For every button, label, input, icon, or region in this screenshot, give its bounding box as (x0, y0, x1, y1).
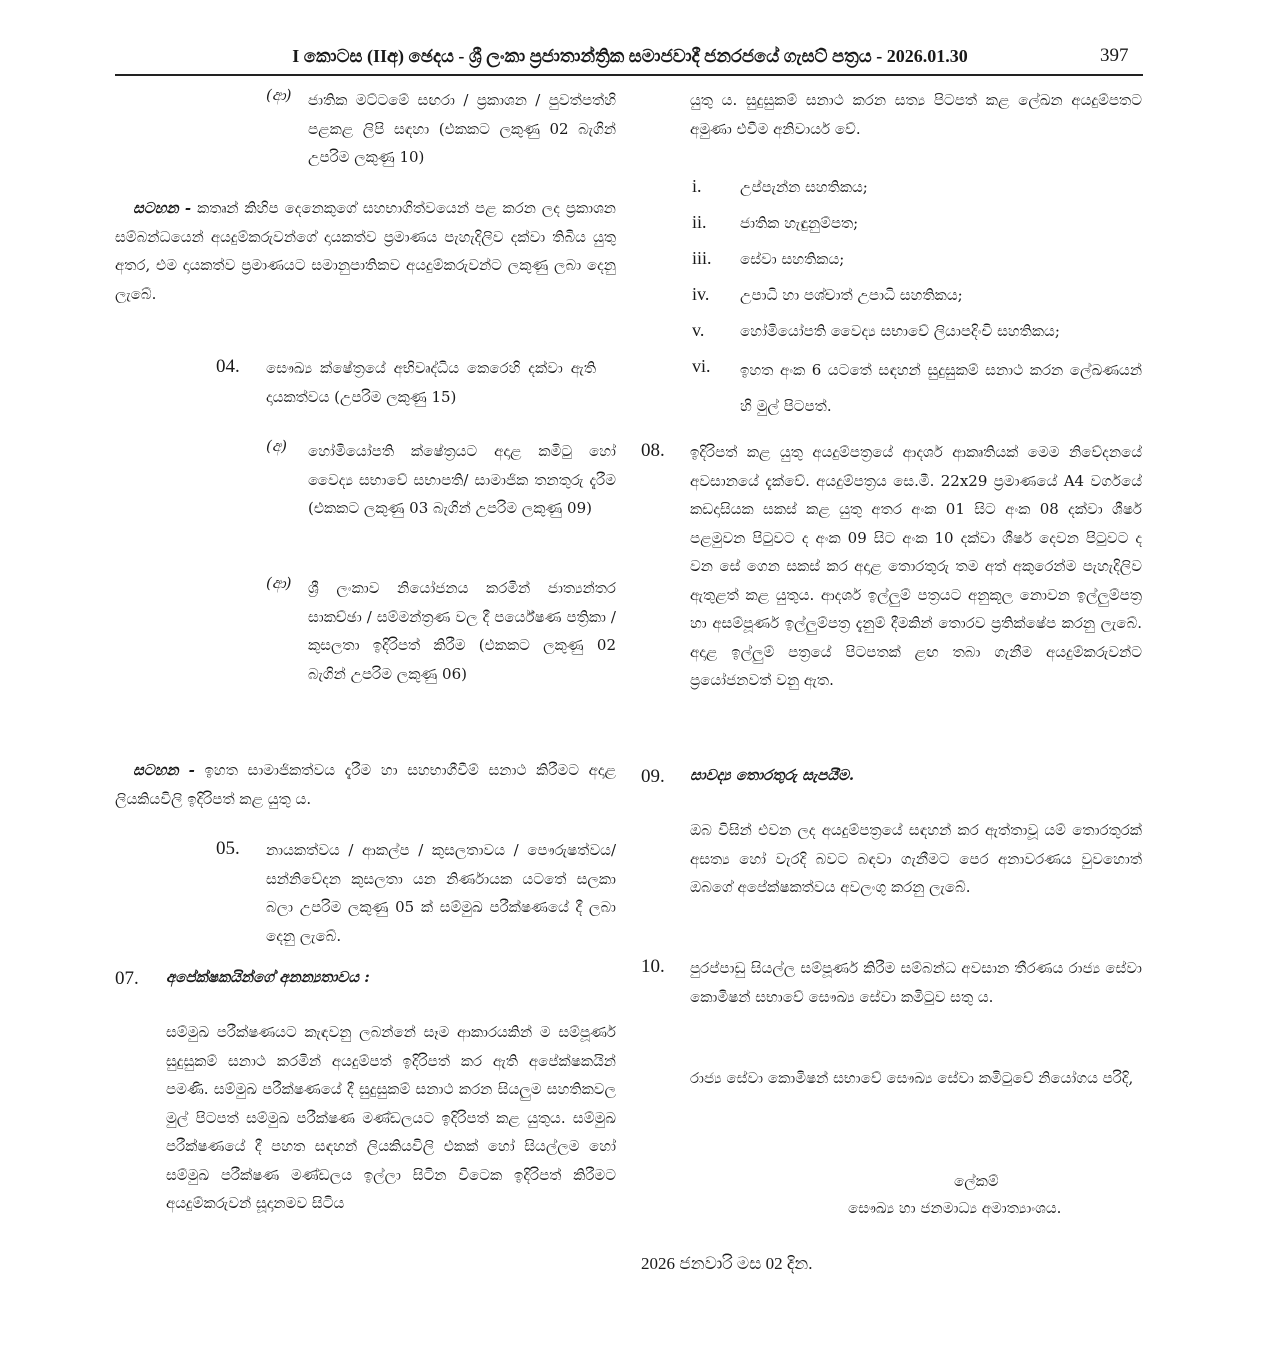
list-marker: i. (692, 176, 702, 196)
sub-item-text: ජාතික මට්ටමේ සඟරා / ප්‍රකාශන / පුවත්පත්හි පළකළ ලිපි සඳහා (එකකට ලකුණු 02 බැගින් උපරිම ලකුණු 10) (308, 91, 616, 166)
section-heading: සාවද්‍ය තොරතුරු සැපයීම. (690, 766, 855, 784)
header-rule (115, 74, 1143, 76)
signature-ministry: සෞඛ්‍ය හා ජනමාධ්‍ය අමාත්‍යාංශය. (848, 1199, 1062, 1217)
continued-paragraph: යුතු ය. සුදුසුකම් සනාථ කරන සත්‍ය පිටපත් කළ ලේඛන අයදුම්පතට අමුණා එවීම අනිවාර්ය වේ. (690, 91, 1142, 138)
date-line: 2026 ජනවාරි මස 02 දින. (641, 1254, 813, 1273)
sub-item-marker: (ආ) (266, 86, 292, 104)
sub-item-marker: (අ) (266, 437, 287, 455)
signature-title: ලේකම් (954, 1172, 999, 1190)
list-marker: iii. (692, 248, 712, 268)
list-marker: iv. (692, 284, 710, 304)
sub-item-marker: (ආ) (266, 574, 292, 592)
section-paragraph: සම්මුඛ පරීක්ෂණයට කැඳවනු ලබන්නේ සෑම ආකාරයකින් ම සම්පූර්ණ සුදුසුකම් සනාථ කරමින් අයදුම්පත් ඉදිරිපත් කර ඇති අපේක්ෂකයින් පමණි. සම්මුඛ පරීක්ෂණයේ දී සුදුසුකම් සනාථ කරන සියලුම සහතිකවල මුල් පිටපත් සම්මුඛ පරීක්ෂණ මණ්ඩලයට ඉදිරිපත් කළ යුතුය. සම්මුඛ පරීක්ෂණයේ දී පහත සඳහන් ලියකියවිලි එකක් හෝ සියල්ලම හෝ සම්මුඛ පරීක්ෂණ මණ්ඩලය ඉල්ලා සිටින විටෙක ඉදිරිපත් කිරීමට අයදුම්කරුවන් සූදානමව සිටිය (166, 1023, 616, 1212)
list-item: සේවා සහතිකය; (740, 250, 845, 268)
page-number: 397 (1100, 45, 1129, 66)
list-item: උප්පැන්න සහතිකය; (740, 178, 868, 196)
item-number: 09. (641, 766, 665, 787)
list-item: හෝමියෝපති වෛද්‍ය සභාවේ ලියාපදිංචි සහතිකය; (740, 322, 1060, 340)
list-item: උපාධි හා පශ්චාත් උපාධි සහතිකය; (740, 286, 963, 304)
item-text: නායකත්වය / ආකල්ප / කුසලතාවය / පෞරුෂත්වය/ සන්නිවේදන කුසලතා යන නිර්ණායක යටතේ සලකා බලා උපරිම ලකුණු 05 ක් සම්මුඛ පරීක්ෂණයේ දී ලබා දෙනු ලැබේ. (266, 841, 616, 945)
note-paragraph (115, 756, 616, 813)
item-number: 07. (115, 968, 139, 989)
item-number: 05. (216, 838, 240, 859)
item-number: 10. (641, 956, 665, 977)
item-text: සෞඛ්‍ය ක්ෂේත්‍රයේ අභිවෘද්ධිය කෙරෙහි දක්වා ඇති දායකත්වය (උපරිම ලකුණු 15) (266, 359, 596, 406)
item-text: ඔබ විසින් එවන ලද අයදුම්පත්‍රයේ සඳහන් කර ඇත්තාවූ යම් තොරතුරක් අසත්‍ය හෝ වැරදි බවට බඳවා ගැනීමට පෙර අනාවරණය වුවහොත් ඔබගේ අපේක්ෂකත්වය අවලංගු කරනු ලැබේ. (690, 821, 1142, 896)
note-paragraph (115, 194, 616, 308)
sub-item-text: ශ්‍රී ලංකාව නියෝජනය කරමින් ජාත්‍යන්තර සාකච්ඡා / සම්මන්ත්‍රණ වල දී පර්යේෂණ පත්‍රිකා / කුසලතා ඉදිරිපත් කිරීම (එකකට ලකුණු 02 බැගින් උපරිම ලකුණු 06) (308, 579, 616, 683)
list-marker: ii. (692, 212, 707, 232)
order-line: රාජ්‍ය සේවා කොමිෂන් සභාවේ සෞඛ්‍ය සේවා කමිටුවේ නියෝගය පරිදි, (690, 1069, 1134, 1087)
gazette-header-title: I කොටස (IIඅ) ඡෙදය - ශ්‍රී ලංකා ප්‍රජාතාන්ත්‍රික සමාජවාදී ජනරජයේ ගැසට් පත්‍රය - 2026.01.30 (292, 46, 968, 66)
note-label: සටහන - (133, 761, 195, 779)
item-number: 04. (216, 356, 240, 377)
list-item: ඉහත අංක 6 යටතේ සඳහන් සුදුසුකම් සනාථ කරන ලේඛණයන් හි මුල් පිටපත්. (740, 361, 1142, 415)
list-item: ජාතික හැඳුනුම්පත; (740, 214, 859, 232)
list-marker: vi. (692, 356, 711, 376)
note-text: ඉහත සාමාජිකත්වය දැරීම හා සහභාගීවීම් සනාථ කිරීමට අදාළ ලියකියවිලි ඉදිරිපත් කළ යුතු ය. (115, 761, 616, 808)
item-text: පුරප්පාඩු සියල්ල සම්පූර්ණ කිරීම සම්බන්ධ අවසාන තීරණය රාජ්‍ය සේවා කොමිෂන් සභාවේ සෞඛ්‍ය සේවා කමිටුව සතු ය. (690, 959, 1142, 1006)
list-marker: v. (692, 320, 705, 340)
item-number: 08. (641, 440, 665, 461)
sub-item-text: හෝමියෝපති ක්ෂේත්‍රයට අදාළ කමිටු හෝ වෛද්‍ය සභාවේ සභාපති/ සාමාජික තනතුරු දැරීම (එකකට ලකුණු 03 බැගින් උපරිම ලකුණු 09) (308, 442, 616, 517)
note-text: කතෘන් කිහිප දෙනෙකුගේ සහභාගිත්වයෙන් පළ කරන ලද ප්‍රකාශන සම්බන්ධයෙන් අයදුම්කරුවන්ගේ දායකත්ව ප්‍රමාණය පැහැදිලිව දක්වා තිබිය යුතු අතර, එම දායකත්ව ප්‍රමාණයට සමානුපාතිකව අයදුම්කරුවන්ට ලකුණු ලබා දෙනු ලැබේ. (115, 199, 616, 303)
item-text: ඉදිරිපත් කළ යුතු අයදුම්පත්‍රයේ ආදර්ශ ආකෘතියක් මෙම නිවේදනයේ අවසානයේ දැක්වේ. අයදුම්පත්‍රය සෙ.මී. 22x29 ප්‍රමාණයේ A4 වර්ගයේ කඩදාසියක සකස් කළ යුතු අතර අංක 01 සිට අංක 08 දක්වා ශීර්ෂ පළමුවන පිටුවට ද අංක 09 සිට අංක 10 දක්වා ශීර්ෂ දෙවන පිටුවට ද වන සේ ගෙන සකස් කර අදාළ තොරතුරු තම අත් අකුරෙන්ම පැහැදිලිව ඇතුළත් කළ යුතුය. ආදර්ශ ඉල්ලුම් පත්‍රයට අනුකූල නොවන ඉල්ලුම්පත්‍ර හා අසම්පූර්ණ ඉල්ලුම්පත්‍ර දැනුම් දීමකින් තොරව ප්‍රතික්ෂේප කරනු ලැබේ. අදාළ ඉල්ලුම් පත්‍රයේ පිටපතක් ළඟ තබා ගැනීම අයදුම්කරුවන්ට ප්‍රයෝජනවත් වනු ඇත. (690, 443, 1142, 689)
section-heading: අපේක්ෂකයින්ගේ අනන්‍යතාවය : (166, 968, 370, 986)
note-label: සටහන - (133, 199, 192, 217)
